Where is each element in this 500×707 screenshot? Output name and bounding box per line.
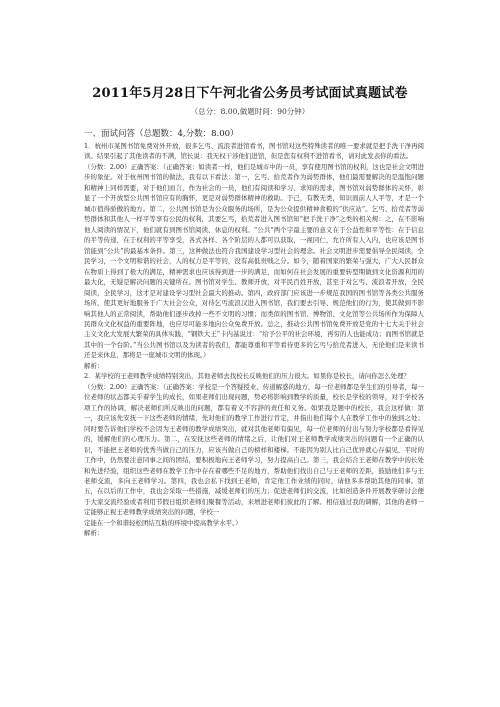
answer-2-continued: 定能在一个和谐轻松团结互助的环境中提高教学水平。）: [84, 518, 242, 527]
question-1: 1．杭州市某图书馆免费对外开放，很多乞丐、流浪者进馆看书，图书馆对这些特殊读者的唯一要求就是把手洗干净再阅读。结果引起了其他读者的不满，馆长说：我无权干涉他们进馆，但是您有权利不进馆看书，请对此发表你的看法。: [84, 142, 424, 161]
analysis-label: 解析：: [84, 361, 104, 370]
exam-info: （总分：8.00,做题时间：90分钟）: [190, 107, 310, 116]
answer-1: （分数：2.00）正确答案：（正确答案：如读者一样，他们是城市中的一员，享有使用图书馆的权利，这也是社会文明进步的象征。对于杭州图书馆的做法，我有以下看法：第一，乞丐、拾荒者作为弱势群体，他们最需要解决的是温饱问题和精神上同样需要，对于他们而言，作为社会的一员，他们有阅读和学习、求知的需求，图书馆对弱势群体的关怀，彰显了一个开放型公共图书馆应有的胸怀，更是对弱势群体精神的救助。于己，有教无类，知识面前人人平等，才是一个城市值得骄傲的地方。第二，公共图书馆是为公众服务的场所，是为公众提供精神食粮的“供应站”。乞丐、拾荒者等弱势群体和其他人一样平等享有公民的权利，其要乞丐，拾荒者进入图书馆知“把手洗干净”之类的相关规：之，在不影响他人阅读的情况下，他们就有到图书馆阅读、休息的权利。“公共”两个字最主要的意义在于公益性和平等性：在于信息的平等传递，在于权利的平等享受，各式各样、各个阶层的人都可以获取，一视同仁，允许所有人入内，也应该是图书馆能到“公共”的最基本条件。第三，这种做法也符合我国建设学习型社会的理念。社会文明进步需要倡导全民阅读，全民学习，一个文明和谐的社会，人的权力是平等的，没有高低贵贱之分。如今，随着国家的繁荣与强大，广大人民群众在物质上得到了极大的满足，精神需求也应该得到进一步的满足，而如何在社会发展的重要转型期做到文化资源利用的最大化，无疑是解决问题的关键所在。图书馆对学生、教师开放，对平民百姓开放，甚至于对乞丐、流浪者开放，全民阅读，全民学习，这才是对建设学习型社会最大的推动。第四，政府部门应该进一步规范我国的图书馆等各类公共服务场所，使其更好地服务于广大社会公众，对待乞丐流浪汉进入图书馆，我们要去引导、规范他们的行为，使其做到不影响其他人的正常阅读，帮助他们逐步改掉一些不文明的习惯；而类似的图书馆、博物馆、文化馆等公共场所作为保障人民群众文化权益的重要阵地，也应尽可能多地向公众免费开放。总之，推动公共图书馆免费开放是党的十七大关于社会主义文化大发展大繁荣的具体实践，“钢铁大王”卡内基说过：“给予公平的社会环境，再穷的人也能成功；而图书馆就是其中的一个台阶。”当公共图书馆以及为读者的我们，都能尊重和平等看待更多的乞丐与拾荒者进入，无论他们是来读书还是来休息，那将是一座城市文明的体现。）: [84, 162, 424, 360]
document-body: [84, 141, 424, 539]
analysis-label: 解析：: [84, 529, 104, 538]
section-heading: 一、面试问答（总题数：4,分数：8.00）: [84, 129, 239, 139]
question-2: 2．某学校的王老师教学成绩特别突出，其他老师去找校长反映他们的压力很大。如果你是校长，请问你怎么处理？: [84, 372, 410, 381]
answer-2: （分数：2.00）正确答案：（正确答案：学校是一个答疑授业、传道解惑的地方，每一位老师都是学生们的引导者，每一位老师的状态都关乎着学生的成长，如果老师们出现问题，势必将影响到教学的质量，校长是学校的领导，对于学校各项工作的协调，解决老师们所反映出的问题，都有着义不容辞的责任和义务。如果我是题中的校长，我会这样做：第一，我应该先安抚一下这些老师的情绪，先对他们的教学工作进行肯定，并指出他们每个人在教学工作中的独到之处；同时要告诉他们学校不会因为王老师的教学成绩突出，就对其他老师有偏见，每一位老师的付出与努力学校都是看得见的，缓解他们的心理压力。第二，在安抚这些老师的情绪之后，让他们对王老师教学成绩突出的问题有一个正确的认识，不能把王老师的优秀当做自己的压力，应该当做自己的榜样和楼梯。不能因为别人比自己优异就心存偏见，平时的工作中，仍然要注意同事之间的团结，要积极地向王老师学习，努力提高自己。第三，我会结合王老师在教学中的长处和先进经验，组织这些老师在教学工作中存在着哪些不足的地方，帮助他们找出自己与王老师的差距，鼓励他们多与王老师交流，多向王老师学习。第四，我也会私下找到王老师，肯定他工作业绩的同时，请他多多帮助其他的同事。第五，在以后的工作中，我也会采取一些措施，减缓老师们的压力；促进老师们的交流，比如创造条件开展教学研讨会便于大家交流经验或者利用节假日组织老师们聚餐等活动，来增进老师们彼此的了解。相信通过我的调解，其他的老师一定能够正视王老师教学成绩突出的问题，学校一: [84, 382, 424, 517]
page-title: 2011年5月28日下午河北省公务员考试面试真题试卷: [92, 86, 408, 101]
